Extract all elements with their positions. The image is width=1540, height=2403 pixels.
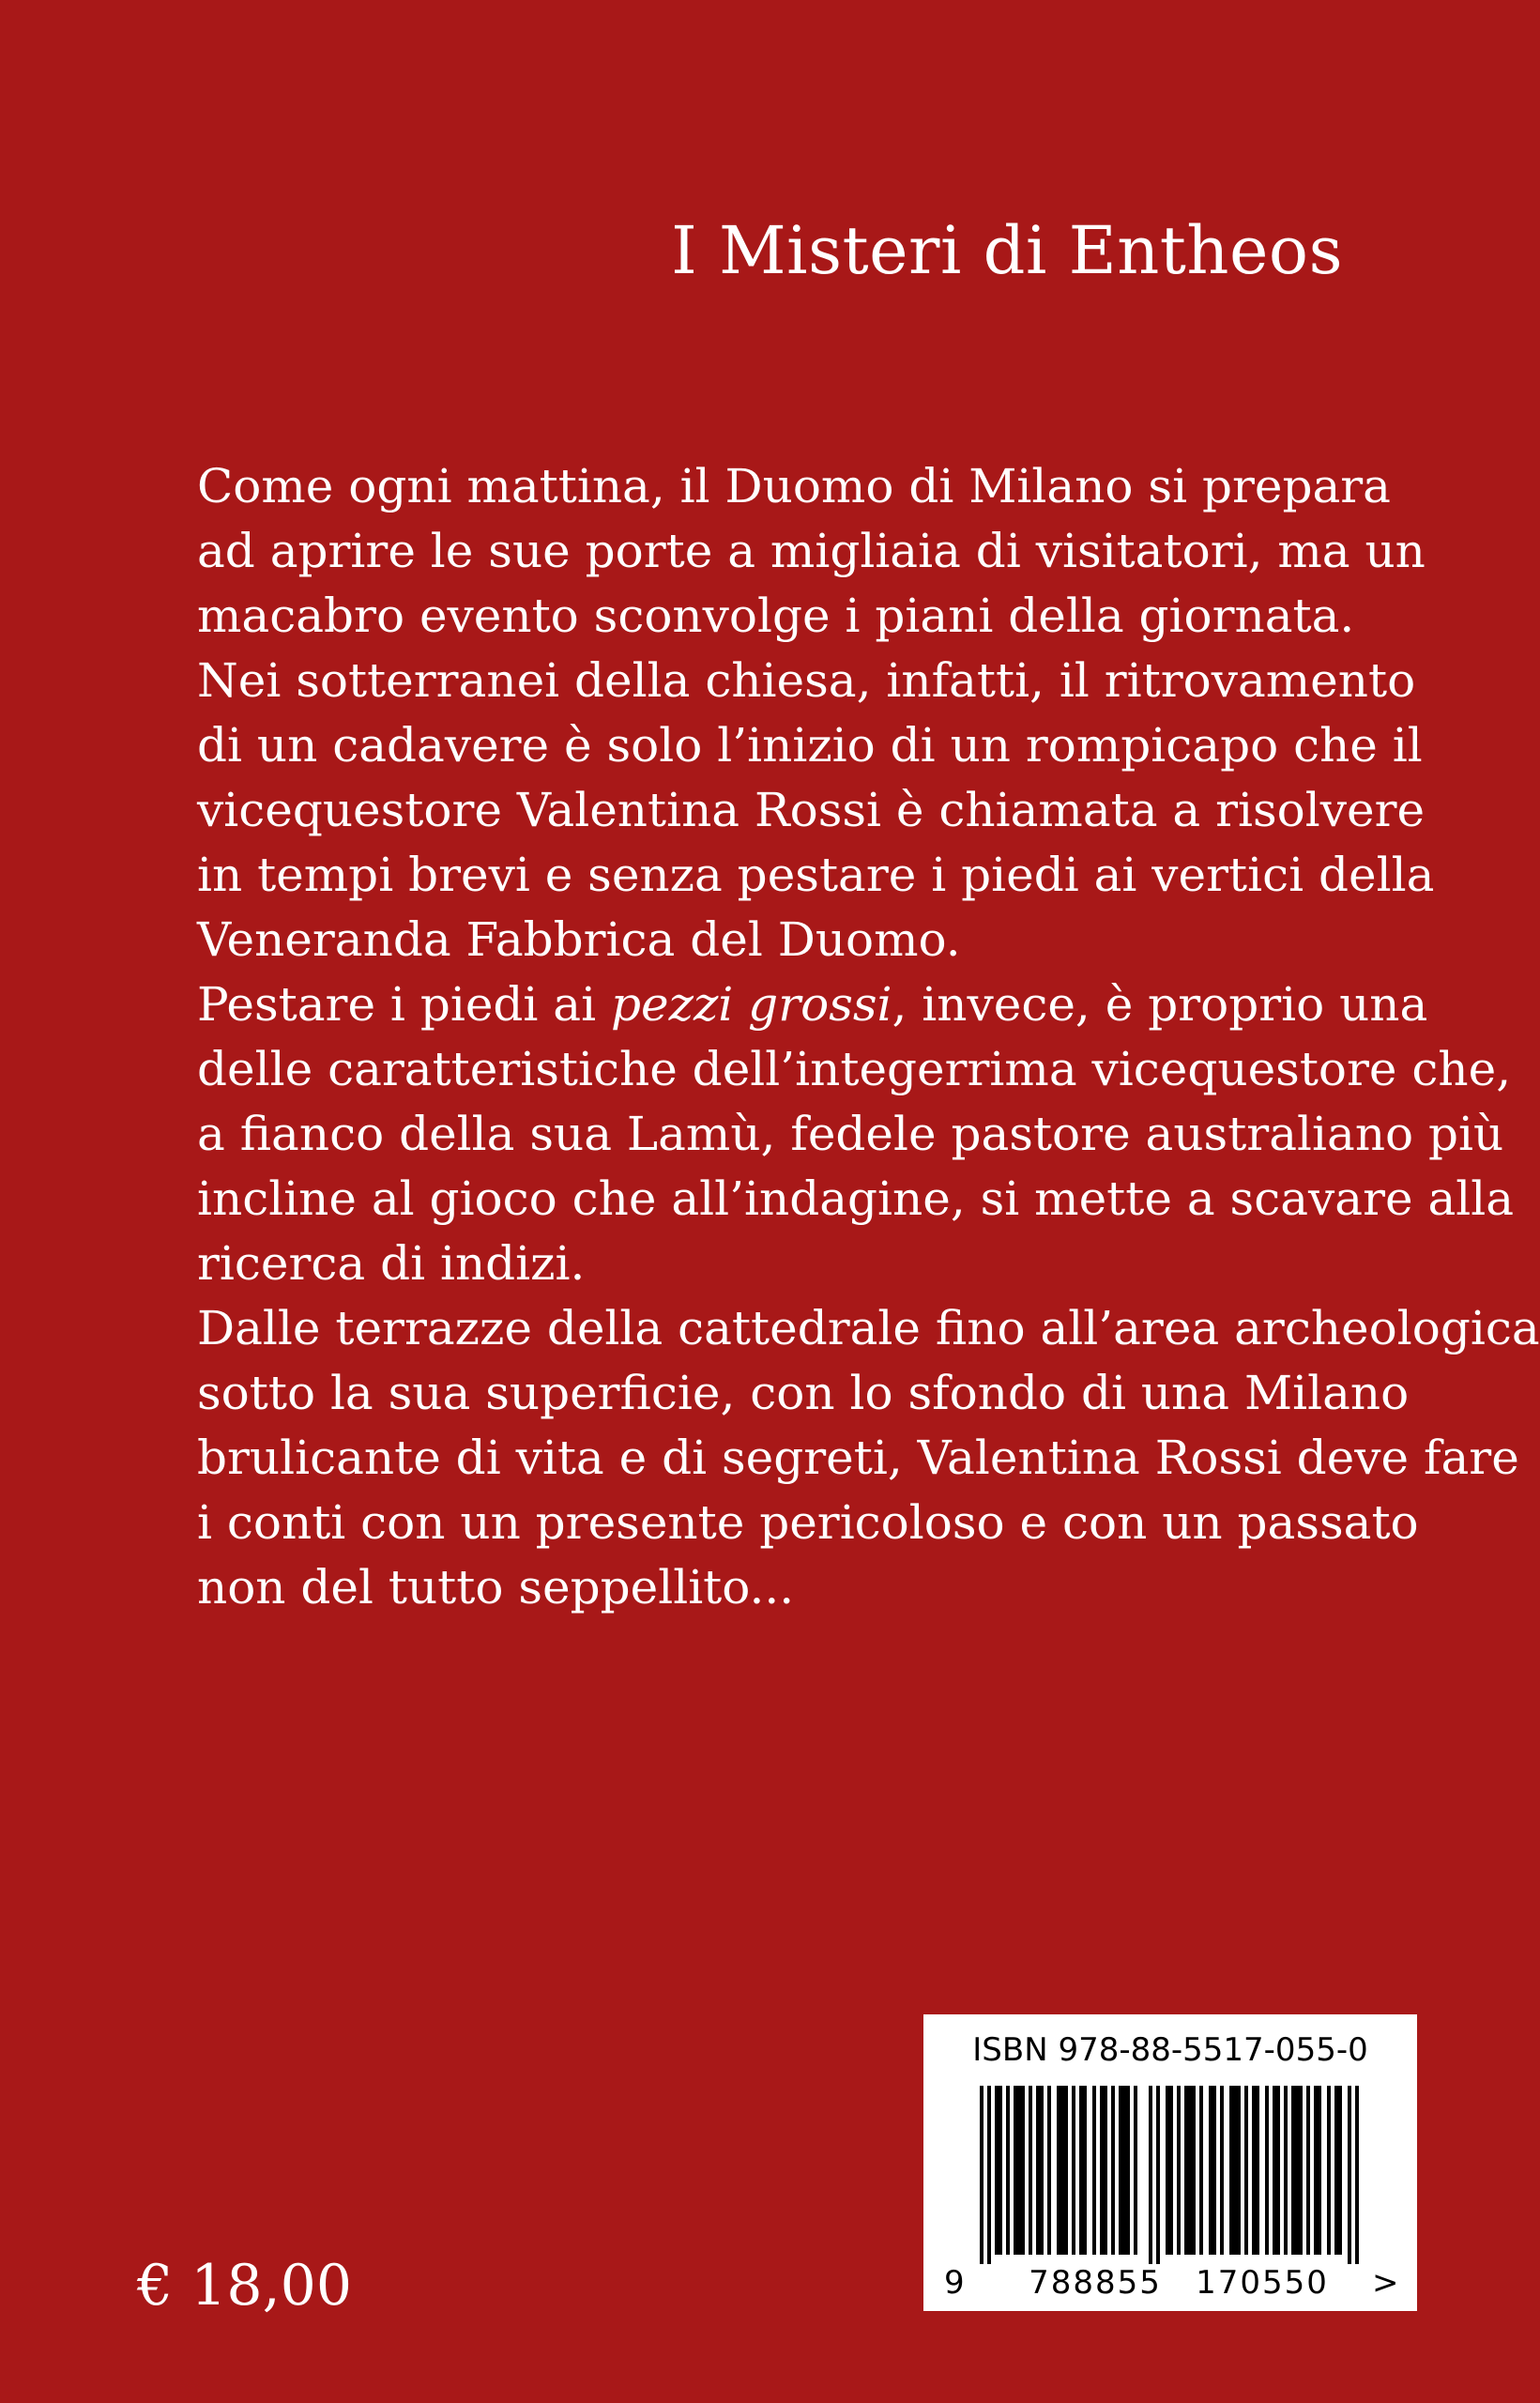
blurb-emphasis: pezzi grossi [611, 977, 892, 1032]
barcode-bar [987, 2086, 991, 2264]
blurb-fragment: , invece, è proprio una [892, 977, 1428, 1032]
barcode-bar [1273, 2086, 1280, 2255]
blurb-line: incline al gioco che all’indagine, si mette a scavare alla [197, 1171, 1515, 1226]
blurb-line: di un cadavere è solo l’inizio di un rompicapo che il [197, 718, 1423, 773]
barcode-bar [1314, 2086, 1321, 2255]
barcode-bar [1057, 2086, 1068, 2255]
barcode-bar [1184, 2086, 1196, 2255]
barcode-bar [1244, 2086, 1248, 2255]
isbn-label: ISBN 978-88-5517-055-0 [972, 2031, 1368, 2069]
blurb-line: ricerca di indizi. [197, 1236, 586, 1291]
barcode-bar [1092, 2086, 1096, 2255]
barcode-bar [1100, 2086, 1107, 2255]
barcode-bar [1029, 2086, 1032, 2255]
blurb-text [197, 454, 1540, 1620]
barcode-bar [1006, 2086, 1010, 2255]
barcode-bar [1036, 2086, 1044, 2255]
blurb-line: sotto la sua superficie, con lo sfondo di una Milano [197, 1366, 1410, 1420]
blurb-line: Come ogni mattina, il Duomo di Milano si prepara [197, 459, 1391, 513]
barcode-bar [1119, 2086, 1130, 2255]
barcode-bar [1265, 2086, 1269, 2255]
barcode-bar [1348, 2086, 1351, 2264]
blurb-line: macabro evento sconvolge i piani della giornata. [197, 589, 1355, 643]
ean-end-mark: > [1372, 2264, 1399, 2302]
barcode-bar [1014, 2086, 1025, 2255]
ean-right-group: 170550 [1196, 2264, 1329, 2302]
blurb-line: non del tutto seppellito... [197, 1560, 795, 1615]
blurb-line: Veneranda Fabbrica del Duomo. [197, 912, 961, 967]
blurb-line: ad aprire le sue porte a migliaia di visitatori, ma un [197, 524, 1426, 578]
blurb-line: brulicante di vita e di segreti, Valentina Rossi deve fare [197, 1431, 1519, 1485]
barcode-bar [1134, 2086, 1137, 2255]
price-label: € 18,00 [137, 2253, 353, 2319]
barcode-bar [1111, 2086, 1115, 2255]
blurb-line: Nei sotterranei della chiesa, infatti, il ritrovamento [197, 653, 1416, 708]
barcode-bar [1166, 2086, 1173, 2255]
barcode-bar [1355, 2086, 1359, 2264]
blurb-line: delle caratteristiche dell’integerrima vicequestore che, [197, 1042, 1512, 1096]
barcode-bar [1327, 2086, 1331, 2255]
blurb-line: in tempi brevi e senza pestare i piedi ai vertici della [197, 848, 1435, 902]
barcode-bar [1209, 2086, 1216, 2255]
ean-first-digit: 9 [944, 2264, 965, 2302]
barcode-bar [1220, 2086, 1224, 2255]
barcode-bar [1229, 2086, 1241, 2255]
barcode-bar [1334, 2086, 1342, 2255]
barcode-bar [1291, 2086, 1303, 2255]
barcode-bars [980, 2086, 1361, 2264]
blurb-fragment: Pestare i piedi ai [197, 977, 597, 1032]
ean-digits [923, 2262, 1417, 2304]
barcode-bar [1284, 2086, 1288, 2255]
barcode-bar [1252, 2086, 1259, 2255]
isbn-barcode [923, 2014, 1417, 2311]
barcode-bar [1199, 2086, 1203, 2255]
barcode-bar [980, 2086, 983, 2264]
barcode-bar [1306, 2086, 1310, 2255]
barcode-bar [1079, 2086, 1087, 2255]
ean-left-group: 788855 [1029, 2264, 1162, 2302]
series-title: I Misteri di Entheos [671, 212, 1343, 289]
blurb-line: Dalle terrazze della cattedrale fino all’area archeologica [197, 1301, 1540, 1355]
blurb-line: vicequestore Valentina Rossi è chiamata a risolvere [197, 783, 1426, 837]
blurb-line: a fianco della sua Lamù, fedele pastore australiano più [197, 1107, 1504, 1161]
barcode-bar [995, 2086, 1002, 2255]
barcode-bar [1072, 2086, 1075, 2255]
barcode-bar [1156, 2086, 1160, 2264]
barcode-bar [1149, 2086, 1152, 2264]
barcode-bar [1177, 2086, 1181, 2255]
blurb-line: i conti con un presente pericoloso e con un passato [197, 1495, 1419, 1550]
blurb-line-mixed [197, 972, 1428, 1037]
barcode-bar [1047, 2086, 1051, 2255]
